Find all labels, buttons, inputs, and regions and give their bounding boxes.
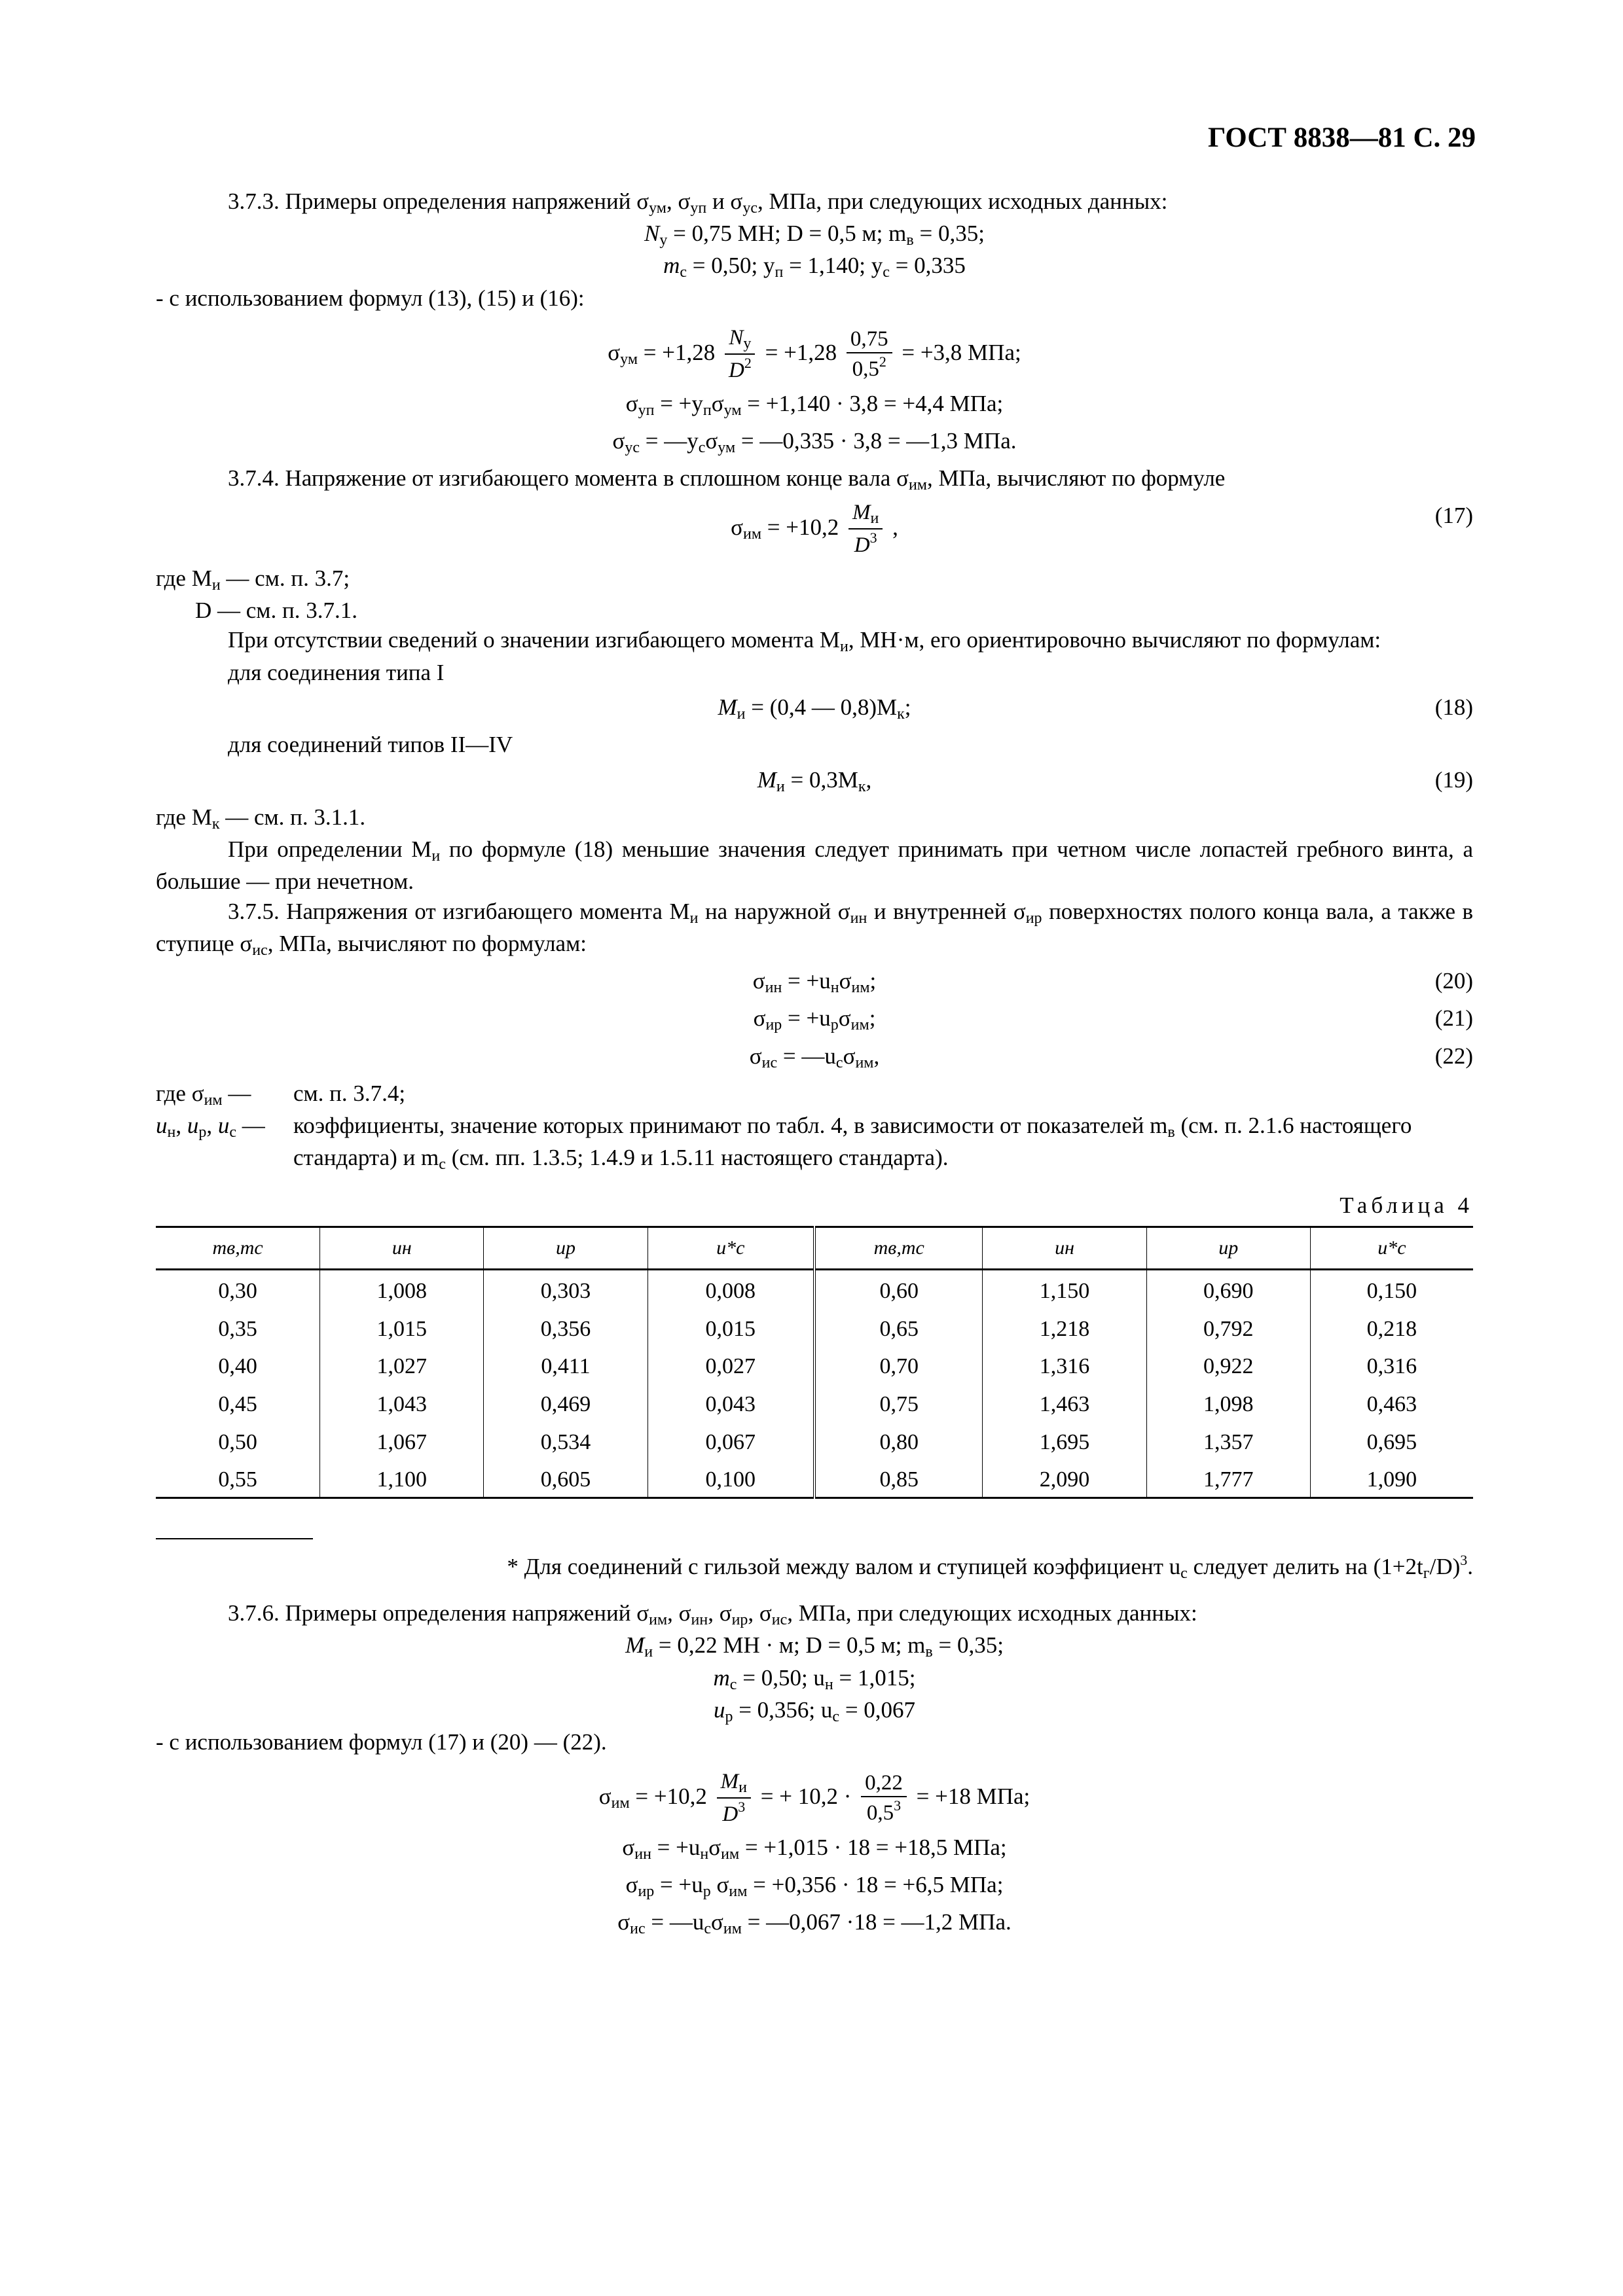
section-3-7-6-intro: 3.7.6. Примеры определения напряжений $\sigma_{им}$, $\sigma_{ин}$, $\sigma_{ир}$, $\sigma_{ис}$, МПа, при следующих исходных данных: [228,1600,1197,1629]
table-cell: 1,150 [983,1269,1146,1308]
example-sigma-in: $\sigma_{ин} = +u_н\sigma_{им} = +1,015 \cdot 18 = +18,5$ МПа; [622,1834,1007,1863]
table-cell: 1,027 [320,1346,484,1384]
table-cell: 0,027 [647,1346,814,1384]
table-cell: 1,098 [1146,1384,1310,1422]
table-cell: 0,534 [484,1422,647,1460]
table-cell: 0,218 [1310,1308,1473,1346]
table-row [156,1384,1473,1422]
table-cell: 0,469 [484,1384,647,1422]
where-sigma-im: где $\sigma_{им}$ — см. п. 3.7.4; [156,1080,406,1109]
table-cell: 1,218 [983,1308,1146,1346]
table-cell: 0,100 [647,1459,814,1498]
table-row [156,1346,1473,1384]
coefficient-table [156,1226,1473,1499]
table-cell: 1,777 [1146,1459,1310,1498]
table-cell: 0,015 [647,1308,814,1346]
equation-number-22: (22) [1434,1043,1473,1069]
table-cell: 1,463 [983,1384,1146,1422]
equation-20: $\sigma_{ин} = +u_н\sigma_{им}$; (20) [156,966,1473,998]
page-content [156,187,1473,1945]
table-cell: 0,45 [218,1391,257,1416]
table-cell: 0,411 [484,1346,647,1384]
where-mk: где $M_к$ — см. п. 3.1.1. [156,804,366,833]
given-line-4: $m_c = 0,50$; $u_н = 1,015$; [713,1664,916,1693]
table-row [156,1422,1473,1460]
header-cell: uн [320,1227,484,1269]
table-cell: 0,043 [647,1384,814,1422]
table-cell: 0,35 [218,1316,257,1341]
given-line-2: $m_c = 0,50$; $y_п = 1,140$; $y_с = 0,335$ [663,253,966,281]
header-cell: mв,mс [156,1227,320,1269]
table-cell: 1,090 [1310,1459,1473,1498]
table-cell: 0,55 [156,1459,320,1498]
table-cell: 0,605 [484,1459,647,1498]
table-cell: 0,150 [1310,1269,1473,1308]
table-cell: 0,690 [1146,1269,1310,1308]
equation-sigma-us: $\sigma_{ус}$ = $—y_с\sigma_{ум}$ = —0,335 · 3,8 = —1,3 МПа. [612,427,1017,456]
table-cell: 0,922 [1146,1346,1310,1384]
table-cell: 0,60 [814,1269,983,1308]
table-cell: 1,008 [320,1269,484,1308]
header-cell: uр [1146,1227,1310,1269]
where-coefficients: $u_н$, $u_р$, $u_с$ — коэффициенты, значение которых принимают по табл. 4, в зависимости от показателей $m_в$ (см. п. 2.1.6 настоящего стандарта) и $m_с$ (см. пп. 1.3.5; 1.4.9 и 1.5.11 настоящего стандарта). [156,1112,1412,1174]
section-3-7-4-intro: 3.7.4. Напряжение от изгибающего момента в сплошном конце вала $\sigma_{им}$, МПа, вычисляют по формуле [228,465,1226,493]
table-caption: Таблица 4 [1340,1193,1473,1219]
table-cell: 2,090 [983,1459,1146,1498]
table-row [156,1459,1473,1498]
table-cell: 0,463 [1310,1384,1473,1422]
table-cell: 0,30 [218,1278,257,1303]
table-cell: 0,316 [1310,1346,1473,1384]
table-footnote: * Для соединений с гильзой между валом и ступицей коэффициент $u_с$ следует делить на $(1+2t_г/D)^3$. [507,1551,1473,1582]
table-cell: 0,067 [647,1422,814,1460]
section-3-7-5-intro: 3.7.5. Напряжения от изгибающего момента $M_и$ на наружной $\sigma_{ин}$ и внутренней $\sigma_{ир}$ поверхностях полого конца вала, а также в ступице $\sigma_{ис}$, МПа, вычисляют по формулам: [156,898,1474,959]
given-line-5: $u_р = 0,356$; $u_с = 0,067$ [713,1696,916,1725]
header-cell: uр [484,1227,647,1269]
header-cell: u*с [1310,1227,1473,1269]
table-header-row [156,1227,1473,1269]
table-cell: 0,303 [484,1269,647,1308]
equation-18: $M_и = (0,4$ — $0,8)M_к$; (18) [156,692,1473,725]
equation-17: $\sigma_{им} = +10,2$ $\frac{M_и}{D^3}$ , (17) [731,501,1473,557]
table-cell: 0,70 [814,1346,983,1384]
example-sigma-ir: $\sigma_{ир} = +u_р$ $\sigma_{им} = +0,356 \cdot 18 = +6,5$ МПа; [625,1872,1004,1901]
where-mi: где $M_и$ — см. п. 3.7; [156,565,350,594]
table-cell: 1,695 [983,1422,1146,1460]
type-2-4-label: для соединений типов II—IV [228,732,513,758]
table-cell: 0,356 [484,1308,647,1346]
table-cell: 0,65 [814,1308,983,1346]
example-sigma-im: $\sigma_{им} = +10,2$ $\frac{M_и}{D^3}$ = + 10,2 · $\frac{0,22}{0,5^3}$ = +18 МПа; [598,1770,1030,1826]
table-cell: 0,792 [1146,1308,1310,1346]
table-cell: 1,357 [1146,1422,1310,1460]
type-1-label: для соединения типа I [228,659,445,685]
table-cell: 1,015 [320,1308,484,1346]
using-formulas-1: - с использованием формул (13), (15) и (16): [156,285,585,311]
mi-note: При определении $M_и$ по формуле (18) меньшие значения следует принимать при четном числе лопастей гребного винта, а большие — при нечетном. [156,836,1473,895]
bending-moment-text: При отсутствии сведений о значении изгибающего момента $M_и$, МН·м, его ориентировочно вычисляют по формулам: [228,627,1381,656]
page-header: ГОСТ 8838—81 С. 29 [1207,122,1476,153]
equation-number-17: (17) [1434,503,1473,529]
given-line-1: $N_у = 0,75$ МН; D = 0,5 м; $m_в = 0,35$; [644,221,985,249]
header-cell: uн [983,1227,1146,1269]
header-cell: mв,mс [814,1227,983,1269]
table-cell: 1,316 [983,1346,1146,1384]
given-line-3: $M_и = 0,22$ МН · м; D = 0,5 м; $m_в = 0,35$; [625,1632,1004,1661]
footnote-divider [156,1538,313,1539]
table-cell: 0,85 [814,1459,983,1498]
equation-number-21: (21) [1434,1005,1473,1031]
equation-sigma-um: $\sigma_{ум} = +1,28$ $\frac{N_у}{D^2}$ = +1,28 $\frac{0,75}{0,5^2}$ = +3,8 МПа; [608,326,1021,382]
equation-sigma-up: $\sigma_{уп} = +y_п\sigma_{ум} = +1,140 \cdot 3,8 = +4,4$ МПа; [625,390,1004,419]
equation-19: $M_и = 0,3M_к$, (19) [156,765,1473,797]
table-cell: 0,695 [1310,1422,1473,1460]
example-sigma-is: $\sigma_{ис}$ = $—u_с\sigma_{им}$ = —0,067 ·18 = —1,2 МПа. [617,1909,1012,1938]
equation-number-19: (19) [1434,766,1473,793]
section-3-7-3-intro: 3.7.3. Примеры определения напряжений $\sigma_{ум}$, $\sigma_{уп}$ и $\sigma_{ус}$, МПа, при следующих исходных данных: [228,188,1168,217]
equation-21: $\sigma_{ир} = +u_р\sigma_{им}$; (21) [156,1003,1473,1035]
table-cell: 0,80 [814,1422,983,1460]
table-row [156,1308,1473,1346]
header-cell: u*с [647,1227,814,1269]
table-cell: 0,40 [218,1354,257,1379]
table-cell: 0,75 [814,1384,983,1422]
table-cell: 1,067 [320,1422,484,1460]
where-d: D — см. п. 3.7.1. [195,597,357,623]
equation-number-20: (20) [1434,968,1473,994]
table-cell: 0,008 [647,1269,814,1308]
using-formulas-2: - с использованием формул (17) и (20) — (22). [156,1729,607,1755]
equation-22: $\sigma_{ис}$ = $—u_с\sigma_{им}$, (22) [156,1041,1473,1073]
table-cell: 1,043 [320,1384,484,1422]
table-cell: 0,50 [218,1429,257,1454]
equation-number-18: (18) [1434,694,1473,721]
table-row [156,1269,1473,1308]
table-cell: 1,100 [320,1459,484,1498]
